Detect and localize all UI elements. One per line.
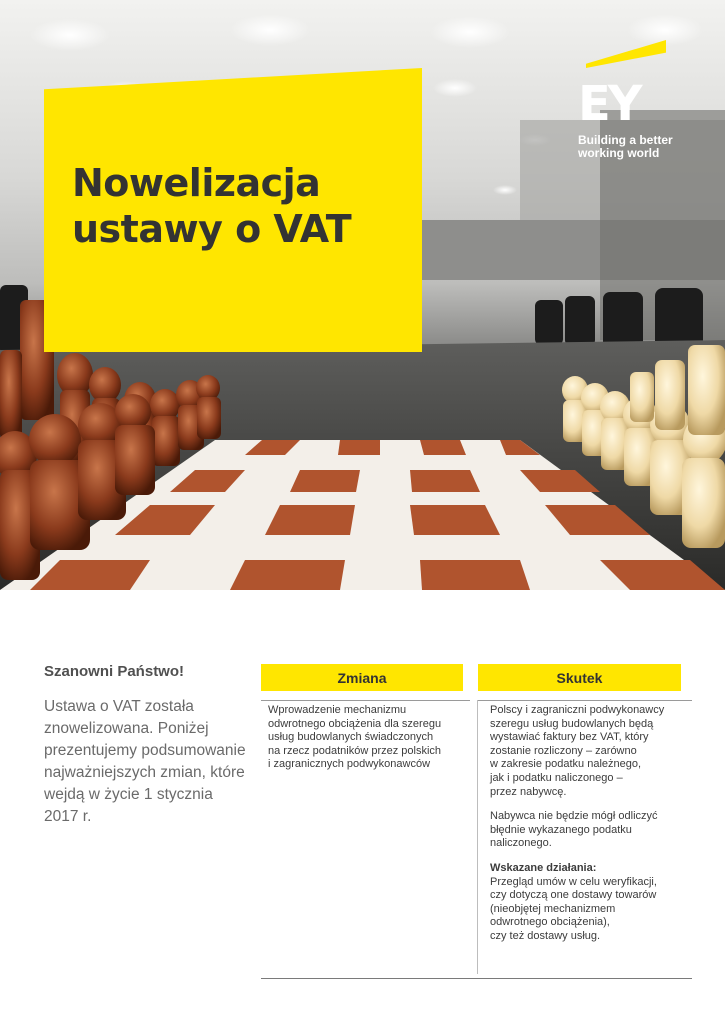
- recommended-actions: [490, 876, 690, 944]
- ey-logo-mark: EY: [578, 76, 640, 132]
- ey-tagline-line: working world: [578, 146, 660, 160]
- effect-line: w zakresie podatku należnego,: [490, 758, 642, 771]
- header-rule: [261, 700, 470, 701]
- change-line: odwrotnego obciążenia dla szeregu: [268, 717, 442, 730]
- header-rule: [478, 700, 692, 701]
- column-divider: [477, 700, 478, 974]
- change-line: Wprowadzenie mechanizmu: [268, 704, 407, 716]
- ey-tagline: [578, 134, 698, 160]
- effect-line: jak i podatku naliczonego –: [490, 771, 623, 784]
- effect-line: naliczonego.: [490, 837, 552, 850]
- change-line: i zagranicznych podwykonawców: [268, 758, 431, 771]
- effect-paragraph: [490, 704, 690, 799]
- ey-logo-beam: [586, 40, 666, 68]
- effect-cell: [490, 704, 690, 955]
- page-title: Nowelizacja ustawy o VAT: [72, 161, 352, 251]
- change-line: na rzecz podatników przez polskich: [268, 744, 442, 757]
- effect-line: błędnie wykazanego podatku: [490, 823, 632, 836]
- change-cell: [268, 704, 473, 772]
- effect-line: przez nabywcę.: [490, 785, 567, 798]
- effect-line: zostanie rozliczony – zarówno: [490, 744, 637, 757]
- effect-line: szeregu usług budowlanych będą: [490, 717, 654, 730]
- effect-line: Nabywca nie będzie mógł odliczyć: [490, 810, 658, 823]
- recommended-actions-label: Wskazane działania:: [490, 861, 597, 874]
- recommended-line: Przegląd umów w celu weryfikacji,: [490, 875, 657, 888]
- recommended-line: (nieobjętej mechanizmem: [490, 902, 616, 915]
- change-line: usług budowlanych świadczonych: [268, 731, 434, 744]
- intro-text: Ustawa o VAT została znowelizowana. Poniżej prezentujemy podsumowanie najważniejszych zmian, które wejdą w życie 1 stycznia 2017 r.: [44, 698, 246, 825]
- column-header-effect: Skutek: [478, 664, 681, 691]
- recommended-line: czy też dostawy usług.: [490, 929, 601, 942]
- ey-tagline-line: Building a better: [578, 133, 673, 147]
- column-header-change: Zmiana: [261, 664, 463, 691]
- ey-logo: [578, 40, 688, 170]
- recommended-line: odwrotnego obciążenia),: [490, 916, 610, 929]
- recommended-line: czy dotyczą one dostawy towarów: [490, 889, 657, 902]
- effect-paragraph: [490, 810, 690, 851]
- effect-line: wystawiać faktury bez VAT, który: [490, 731, 649, 744]
- effect-line: Polscy i zagraniczni podwykonawcy: [490, 704, 665, 716]
- greeting: Szanowni Państwo!: [44, 663, 185, 680]
- table-bottom-rule: [261, 978, 692, 979]
